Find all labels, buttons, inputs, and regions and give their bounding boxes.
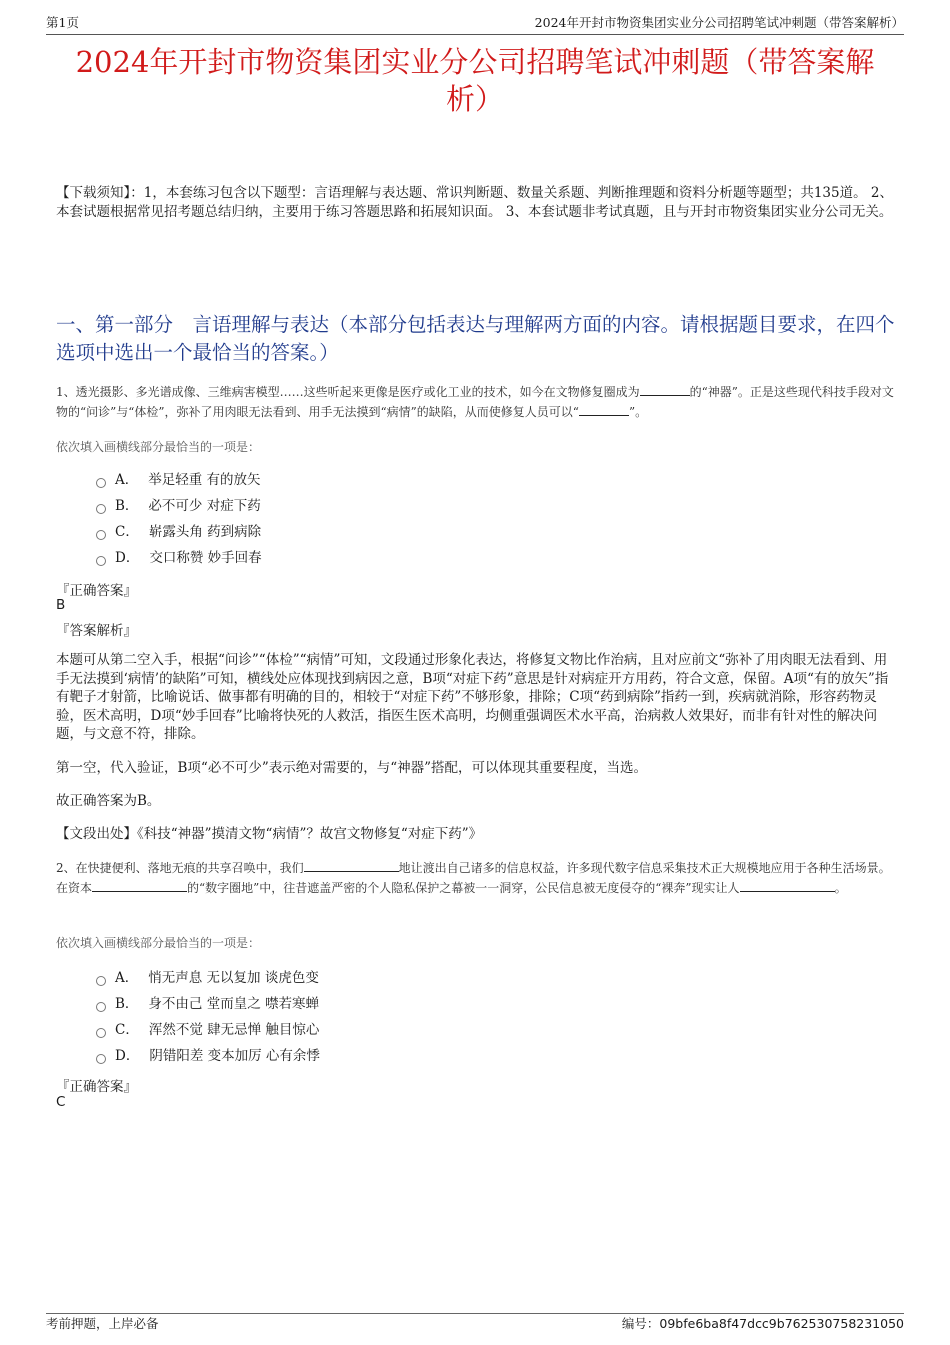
radio-button[interactable]: [96, 1028, 106, 1038]
correct-answer: B: [56, 597, 66, 613]
option-text: 浑然不觉 肆无忌惮 触目惊心: [148, 1022, 320, 1038]
q2-stem-part-b: 地让渡出自己诸多的信息权益，许多现代数字信息采集技术正大规模地应用于各种生活场景。在资本: [56, 861, 891, 895]
document-title: [50, 44, 900, 118]
download-notice: 【下载须知】：1，本套练习包含以下题型：言语理解与表达题、常识判断题、数量关系题、判断推理题和资料分析题等题型；共135道。 2、本套试题根据常见招考题总结归纳，主要用于练习答题思路和拓展知识面。 3、本套试题非考试真题，且与开封市物资集团实业分公司无关。: [56, 185, 893, 220]
correct-answer: C: [56, 1094, 66, 1110]
question-2-prompt: 依次填入画横线部分最恰当的一项是：: [56, 936, 261, 950]
option-b[interactable]: [96, 991, 320, 1017]
blank-line: [740, 879, 835, 892]
section-heading: 一、第一部分 言语理解与表达（本部分包括表达与理解两方面的内容。请根据题目要求，在四个选项中选出一个最恰当的答案。）: [56, 313, 895, 364]
radio-button[interactable]: [96, 504, 106, 514]
question-2-options: [96, 965, 320, 1069]
document-code: [622, 1315, 904, 1333]
q2-stem-part-c: 的“数字圈地”中，往昔遮盖严密的个人隐私保护之幕被一一洞穿，公民信息被无度侵夺的“裸奔”现实让人: [187, 881, 740, 895]
radio-button[interactable]: [96, 478, 106, 488]
option-d[interactable]: [96, 545, 262, 571]
radio-button[interactable]: [96, 530, 106, 540]
option-text: 交口称赞 妙手回春: [149, 550, 262, 566]
page-number: 第1页: [46, 15, 79, 30]
blank-line: [579, 403, 629, 416]
option-text: 崭露头角 药到病除: [148, 524, 262, 540]
correct-answer-label: 『正确答案』: [56, 583, 137, 599]
page-footer: [46, 1313, 904, 1331]
footer-slogan: 考前押题，上岸必备: [46, 1316, 159, 1331]
correct-answer-label: 『正确答案』: [56, 1079, 137, 1095]
question-1-options: [96, 467, 262, 571]
blank-line: [640, 383, 690, 396]
question-2-stem: [56, 858, 900, 898]
radio-button[interactable]: [96, 976, 106, 986]
q1-stem-part-b: 的“神器”。正是这些现代科技手段对文物的“问诊”与“体检”，弥补了用肉眼无法看到、用手无法摸到“病情”的缺陷，从而使修复人员可以“: [56, 385, 894, 419]
option-a[interactable]: [96, 467, 262, 493]
passage-source: 【文段出处】《科技“神器”摸清文物“病情”？故宫文物修复“对症下药”》: [56, 826, 483, 842]
q1-stem-part-c: ”。: [628, 405, 648, 419]
document-code-value: 09bfe6ba8f47dcc9b762530758231050: [659, 1316, 904, 1331]
document-code-label: 编号：: [621, 1316, 660, 1331]
title-line-1: 2024年开封市物资集团实业分公司招聘笔试冲刺题（带答案解: [75, 45, 875, 79]
option-letter: D．: [115, 1048, 140, 1064]
option-text: 阴错阳差 变本加厉 心有余悸: [149, 1048, 320, 1064]
q1-stem-part-a: 1、透光摄影、多光谱成像、三维病害模型……这些听起来更像是医疗或化工业的技术，如今在文物修复圈成为: [56, 385, 640, 399]
analysis-paragraph-1: 本题可从第二空入手，根据“问诊”“体检”“病情”可知，文段通过形象化表达，将修复文物比作治病，且对应前文“弥补了用肉眼无法看到、用手无法摸到‘病情’的缺陷”可知，横线处应体现找到病因之意，B项“对症下药”意思是针对病症开方用药，符合文意，保留。A项“有的放矢”指有靶子才射箭，比喻说话、做事都有明确的目的，相较于“对症下药”不够形象，排除；C项“药到病除”指药一到，疾病就消除，形容药物灵验，医术高明，D项“妙手回春”比喻将快死的人救活，指医生医术高明，均侧重强调医术水平高，治病救人效果好，而非有针对性的解决问题，与文意不符，排除。: [56, 652, 889, 742]
radio-button[interactable]: [96, 1054, 106, 1064]
option-text: 举足轻重 有的放矢: [148, 472, 261, 488]
question-1-prompt: 依次填入画横线部分最恰当的一项是：: [56, 440, 261, 454]
q2-stem-part-d: 。: [834, 881, 847, 895]
option-letter: B．: [115, 996, 139, 1012]
option-c[interactable]: [96, 519, 262, 545]
option-c[interactable]: [96, 1017, 320, 1043]
blank-line: [92, 879, 187, 892]
option-text: 悄无声息 无以复加 谈虎色变: [148, 970, 319, 986]
radio-button[interactable]: [96, 1002, 106, 1012]
option-b[interactable]: [96, 493, 262, 519]
radio-button[interactable]: [96, 556, 106, 566]
option-letter: D．: [115, 550, 140, 566]
option-letter: C．: [115, 1022, 139, 1038]
option-text: 身不由己 堂而皇之 噤若寒蝉: [148, 996, 320, 1012]
q2-stem-part-a: 2、在快捷便利、落地无痕的共享召唤中，我们: [56, 861, 304, 875]
page-header: [46, 14, 904, 35]
option-letter: C．: [115, 524, 139, 540]
option-text: 必不可少 对症下药: [148, 498, 261, 514]
option-letter: A．: [115, 472, 139, 488]
title-line-2: 析）: [445, 82, 504, 116]
option-letter: A．: [115, 970, 139, 986]
question-1-stem: [56, 382, 900, 422]
option-letter: B．: [115, 498, 139, 514]
header-doc-title: 2024年开封市物资集团实业分公司招聘笔试冲刺题（带答案解析）: [534, 15, 904, 30]
analysis-paragraph-2: 第一空，代入验证，B项“必不可少”表示绝对需要的，与“神器”搭配，可以体现其重要程度，当选。: [56, 760, 648, 776]
analysis-label: 『答案解析』: [56, 623, 137, 639]
option-a[interactable]: [96, 965, 320, 991]
option-d[interactable]: [96, 1043, 320, 1069]
blank-line: [304, 859, 399, 872]
analysis-conclusion: 故正确答案为B。: [56, 793, 161, 809]
